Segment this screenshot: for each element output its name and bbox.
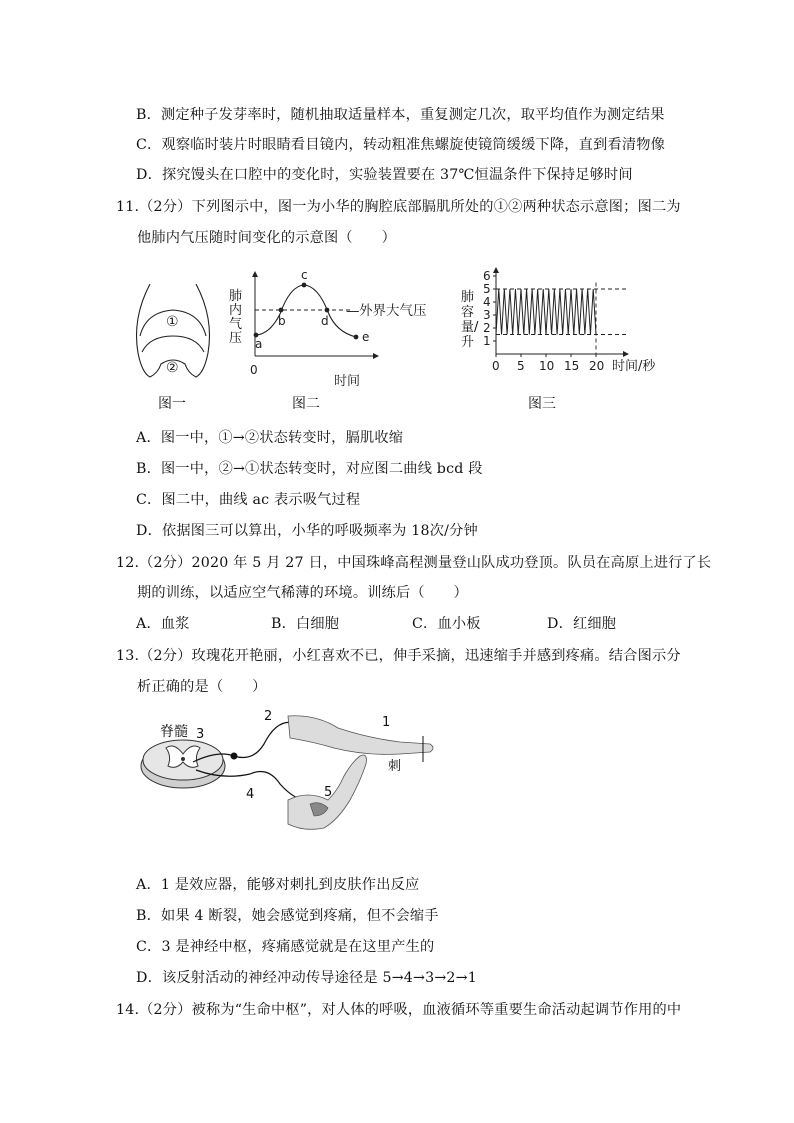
q13-option-c: C．3 是神经中枢，疼痛感觉就是在这里产生的 — [136, 939, 435, 955]
label-5: 5 — [324, 785, 333, 800]
fig2-xlabel: 时间 — [334, 374, 361, 388]
q13-option-d: D．该反射活动的神经冲动传导途径是 5→4→3→2→1 — [136, 970, 477, 986]
fig3-ytick-label: 6 — [483, 269, 491, 283]
q12-option-d: D．红细胞 — [547, 616, 617, 632]
fig2-origin: 0 — [250, 363, 258, 377]
fig2-atmospheric-label: — — [346, 303, 360, 319]
q11-option-a: A．图一中，①→②状态转变时，膈肌收缩 — [136, 430, 404, 446]
fig2-atmospheric-text: 外界大气压 — [359, 303, 427, 319]
label-4: 4 — [246, 787, 255, 802]
arm-upper — [288, 716, 433, 755]
q13-option-b: B．如果 4 断裂，她会感觉到疼痛，但不会缩手 — [136, 908, 439, 924]
q12-option-c: C．血小板 — [412, 616, 481, 632]
fig1-label-2: ② — [166, 360, 179, 376]
q10-option-d: D．探究馒头在口腔中的变化时，实验装置要在 37℃恒温条件下保持足够时间 — [136, 167, 633, 183]
label-thorn: 刺 — [388, 759, 402, 774]
spinal-cord-label: 脊髓 — [160, 724, 188, 740]
fig3-xtick-label: 10 — [539, 359, 555, 373]
q14-stem-line1: 14.（2分）被称为“生命中枢”，对人体的呼吸，血液循环等重要生命活动起调节作用的中 — [116, 1002, 682, 1018]
q11-figure2-pressure — [228, 266, 448, 388]
fig3-ylabel-vertical: 肺容量/升 — [461, 290, 479, 350]
q10-option-b: B．测定种子发芽率时，随机抽取适量样本，重复测定几次，取平均值作为测定结果 — [136, 107, 665, 123]
fig3-ytick-label: 5 — [483, 282, 491, 296]
q11-figure1-diaphragm — [128, 278, 218, 383]
spinal-cord-section — [141, 740, 225, 788]
q11-option-b: B．图一中，②→①状态转变时，对应图二曲线 bcd 段 — [136, 461, 483, 477]
fig3-ytick-label: 1 — [483, 334, 491, 348]
q12-stem-line1: 12.（2分）2020 年 5 月 27 日，中国珠峰高程测量登山队成功登顶。队员在高原上进行了长 — [116, 555, 712, 571]
q13-reflex-arc-figure — [138, 704, 438, 862]
fig3-ytick-label: 4 — [483, 295, 491, 309]
q10-option-c: C．观察临时装片时眼睛看目镜内，转动粗准焦螺旋使镜筒缓缓下降，直到看清物像 — [136, 137, 666, 153]
fig2-ylabel-vertical: 肺内气压 — [229, 289, 243, 346]
fig3-caption: 图三 — [528, 396, 556, 412]
fig3-xtick-label: 5 — [517, 359, 525, 373]
label-1: 1 — [382, 715, 391, 730]
label-3: 3 — [196, 727, 205, 742]
fig2-pressure-curve — [256, 285, 356, 337]
q12-option-a: A．血浆 — [136, 616, 190, 632]
q11-figure3-volume-chart — [478, 262, 678, 374]
fig2-point-d: d — [321, 314, 329, 328]
fig2-point-a: a — [255, 337, 263, 351]
fig3-xtick-label: 0 — [492, 359, 500, 373]
fig2-caption: 图二 — [292, 396, 320, 412]
fig3-ytick-label: 3 — [483, 308, 491, 322]
q12-option-b: B．白细胞 — [271, 616, 340, 632]
q11-option-d: D．依据图三可以算出，小华的呼吸频率为 18次/分钟 — [136, 523, 478, 539]
fig1-caption: 图一 — [158, 396, 186, 412]
fig2-point-e: e — [362, 330, 370, 344]
q13-stem-line1: 13.（2分）玫瑰花开艳丽，小红喜欢不已，伸手采摘，迅速缩手并感到疼痛。结合图示分 — [116, 648, 681, 664]
fig2-point-b: b — [278, 314, 286, 328]
fig3-volume-curve — [496, 289, 596, 335]
diaphragm-state-2-curve — [142, 336, 204, 352]
q13-stem-line2: 析正确的是（ ） — [137, 679, 267, 695]
fig3-xtick-label: 20 — [589, 359, 605, 373]
fig3-xlabel: 时间/秒 — [612, 359, 656, 374]
q11-stem-line1: 11.（2分）下列图示中，图一为小华的胸腔底部膈肌所处的①②两种状态示意图；图二为 — [116, 199, 681, 215]
q11-stem-line2: 他肺内气压随时间变化的示意图（ ） — [137, 230, 396, 246]
fig1-label-1: ① — [166, 314, 179, 330]
label-2: 2 — [264, 709, 273, 724]
fig3-ytick-label: 2 — [483, 321, 491, 335]
fig2-point-c: c — [301, 268, 308, 282]
q11-option-c: C．图二中，曲线 ac 表示吸气过程 — [136, 492, 361, 508]
q13-option-a: A．1 是效应器，能够对刺扎到皮肤作出反应 — [136, 877, 420, 893]
fig3-xtick-label: 15 — [564, 359, 580, 373]
q12-stem-line2: 期的训练，以适应空气稀薄的环境。训练后（ ） — [137, 585, 468, 601]
